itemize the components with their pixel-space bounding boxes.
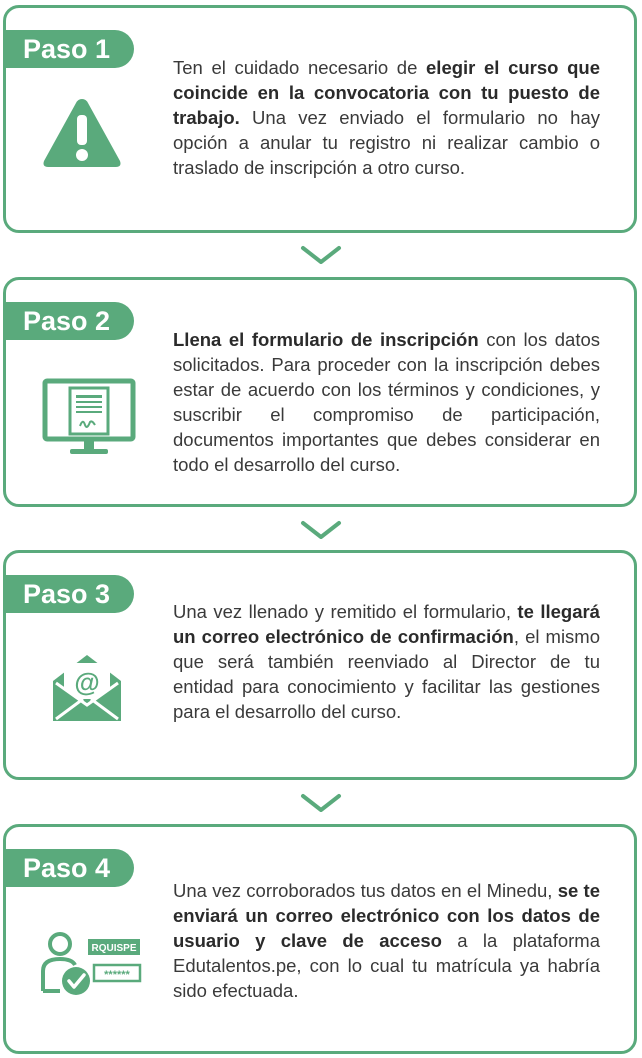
step-description-3: [173, 599, 600, 724]
credential-username: RQUISPE: [91, 943, 137, 954]
text-part: con los datos solicitados. Para proceder con la inscripción debes estar de acuerdo con los términos y condiciones, y suscribir el compromiso de participación, documentos importantes que debes considerar en todo el desarrollo del curso.: [173, 329, 600, 475]
warning-icon: [40, 95, 124, 176]
email-icon: [48, 649, 126, 732]
svg-text:@: @: [74, 667, 100, 697]
step-label-1: [3, 30, 134, 68]
step-description-2: [173, 327, 600, 477]
monitor-form-icon: [42, 378, 138, 463]
step-label-text: Paso 3: [22, 579, 111, 609]
step-label-2: [3, 302, 134, 340]
text-part-bold: Llena el formulario de inscripción: [173, 329, 479, 350]
step-card-2: [3, 277, 637, 507]
text-part: Una vez enviado el formulario no hay opción a anular tu registro ni realizar cambio o traslado de inscripción a otro curso.: [173, 107, 600, 178]
text-part: Una vez corroborados tus datos en el Minedu,: [173, 880, 558, 901]
step-description-1: [173, 55, 600, 180]
text-part-bold: te llegará un correo electrónico de confirmación: [173, 601, 600, 647]
text-part-bold: se te enviará un correo electrónico con los datos de usuario y clave de acceso: [173, 880, 601, 951]
step-label-text: Paso 1: [22, 34, 111, 64]
chevron-down-icon: [300, 793, 342, 813]
text-part: Ten el cuidado necesario de: [173, 57, 427, 78]
step-label-text: Paso 4: [22, 853, 111, 883]
step-label-3: [3, 575, 134, 613]
text-part: , el mismo que será también reenviado al Director de tu entidad para conocimiento y facilitar las gestiones para el desarrollo del curso.: [173, 626, 601, 722]
text-part-bold: elegir el curso que coincide en la convocatoria con tu puesto de trabajo.: [173, 57, 600, 128]
text-part: Una vez llenado y remitido el formulario,: [173, 601, 518, 622]
step-card-3: [3, 550, 637, 780]
chevron-down-icon: [300, 245, 342, 265]
step-description-4: [173, 878, 600, 1003]
step-card-4: [3, 824, 637, 1054]
step-card-1: [3, 5, 637, 233]
step-label-4: [3, 849, 134, 887]
chevron-down-icon: [300, 520, 342, 540]
user-credentials-icon: [40, 931, 144, 1002]
credential-password: ******: [104, 969, 130, 981]
step-label-text: Paso 2: [22, 306, 111, 336]
text-part: a la plataforma Edutalentos.pe, con lo cual tu matrícula ya habría sido efectuada.: [173, 930, 601, 1001]
